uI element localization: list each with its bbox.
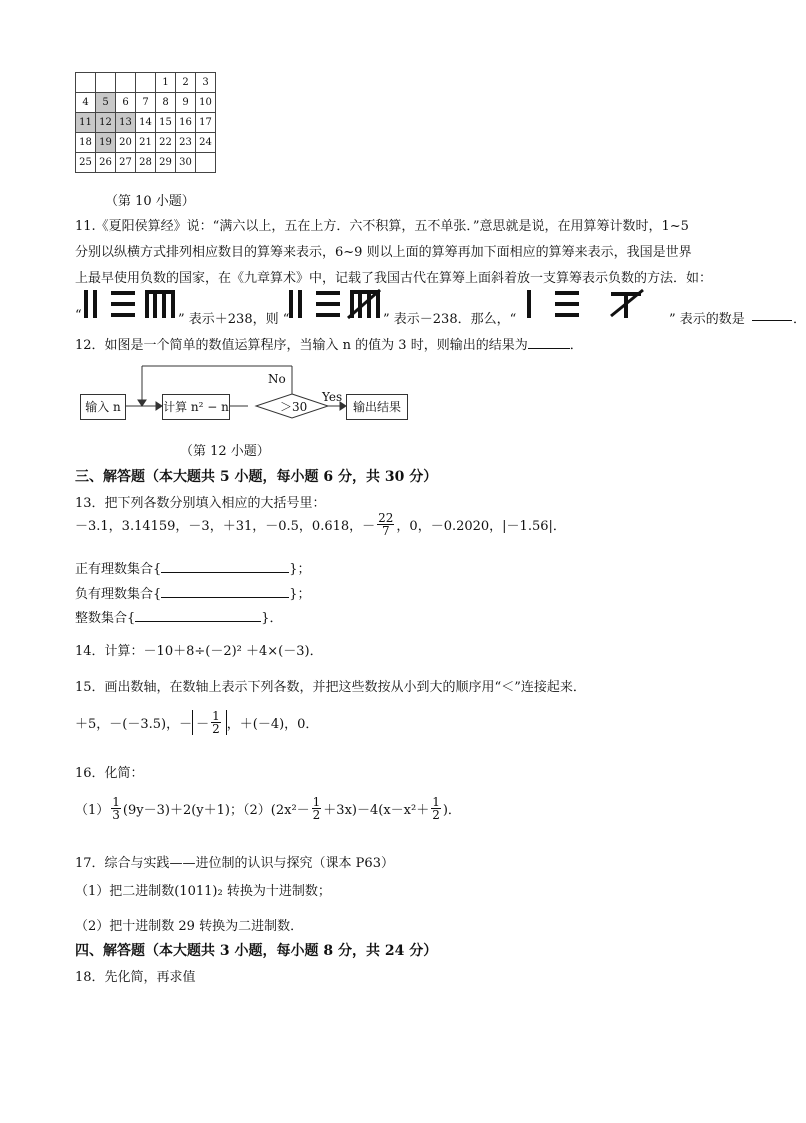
rod-numeral-question-icon (515, 288, 665, 320)
q12-caption: （第 12 小题） (180, 444, 270, 459)
q13-frac-num: 22 (378, 511, 394, 525)
q11-line3: 上最早使用负数的国家，在《九章算术》中，记载了我国古代在算筹上面斜着放一支算筹表示负数的方法．如： (75, 271, 713, 286)
q16-expr: （1） $\frac{1}{3}$ (9y－3)＋2(y＋1)；（2）(2x²－ $\frac{1}{2}$ ＋3x)－4(x－x²＋ $\frac{1}{2}$ )． (75, 795, 461, 822)
calendar-cell: 20 (116, 133, 136, 153)
calendar-cell: 12 (96, 113, 116, 133)
calendar-cell (196, 153, 216, 173)
q15-text: 15．画出数轴，在数轴上表示下列各数，并把这些数按从小到大的顺序用“＜”连接起来． (75, 680, 586, 695)
calendar-cell: 1 (156, 73, 176, 93)
q13-fraction (377, 512, 394, 537)
calendar-cell: 5 (96, 93, 116, 113)
calendar-cell: 29 (156, 153, 176, 173)
q12-answer-blank[interactable] (528, 336, 570, 349)
calendar-cell: 14 (136, 113, 156, 133)
rod-numeral-neg238-icon (286, 288, 382, 320)
q16-p1: （1） (75, 803, 110, 818)
calendar-cell (116, 73, 136, 93)
calendar-cell: 6 (116, 93, 136, 113)
q15-frac-num: 1 (212, 709, 220, 723)
q11-answer-blank[interactable] (752, 308, 792, 321)
q15-numbers (75, 710, 318, 735)
calendar-cell: 24 (196, 133, 216, 153)
calendar-row (76, 133, 216, 153)
flow-condition: ＞30 (280, 400, 308, 414)
calendar-cell: 17 (196, 113, 216, 133)
calendar-cell: 4 (76, 93, 96, 113)
calendar-row (76, 113, 216, 133)
calendar-cell (136, 73, 156, 93)
q16-p1-expr: (9y－3)＋2(y＋1)；（2） (122, 803, 271, 818)
q16-p2-b: ＋3x)－4(x－x²＋ (323, 803, 430, 818)
calendar-cell (76, 73, 96, 93)
q13-set1-end: }； (289, 562, 311, 577)
calendar-cell: 27 (116, 153, 136, 173)
q17-part2: （2）把十进制数 29 转换为二进制数． (75, 919, 304, 934)
q13-nums-a: －3.1，3.14159，－3，＋31，－0.5，0.618，－ (75, 519, 376, 534)
q11-line2: 分别以纵横方式排列相应数目的算筹来表示，6~9 则以上面的算筹再加下面相应的算筹来表示，我国是世界 (75, 245, 692, 260)
q13-set3-end: }． (261, 611, 283, 626)
calendar-cell: 7 (136, 93, 156, 113)
calendar-row (76, 153, 216, 173)
calendar-caption: （第 10 小题） (105, 194, 195, 209)
q12-end: ． (569, 338, 583, 353)
flow-output-box: 输出结果 (346, 394, 408, 420)
calendar-cell: 10 (196, 93, 216, 113)
calendar-cell: 8 (156, 93, 176, 113)
q15-a: ＋5，－(－3.5)，－ (75, 717, 193, 732)
calendar-cell: 28 (136, 153, 156, 173)
calendar-cell: 18 (76, 133, 96, 153)
q13-set2-label: 负有理数集合{ (75, 587, 162, 602)
calendar-table (75, 72, 216, 173)
q11-text-c: ” 表示的数是 (669, 312, 745, 327)
calendar-cell: 13 (116, 113, 136, 133)
q16-p2-a: (2x²－ (270, 803, 310, 818)
q13-frac-den: 7 (381, 524, 390, 538)
flow-calc-box: 计算 n² − n (162, 394, 230, 420)
q15-frac-den: 2 (212, 722, 220, 736)
q17-part1: （1）把二进制数(1011)₂ 转换为十进制数； (75, 884, 331, 899)
calendar-cell: 30 (176, 153, 196, 173)
calendar-cell: 26 (96, 153, 116, 173)
calendar-cell: 16 (176, 113, 196, 133)
q13-nums-b: ，0，－0.2020，|－1.56|． (396, 519, 566, 534)
q11-line1: 11.《夏阳侯算经》说：“满六以上，五在上方．六不积算，五不单张．”意思就是说，在用算筹计数时，1~5 (75, 219, 689, 234)
q13-set1-label: 正有理数集合{ (75, 562, 162, 577)
q13-set3 (75, 607, 283, 626)
q13-set2 (75, 583, 311, 602)
q13-set2-end: }； (289, 587, 311, 602)
q11-text-end: ． (793, 312, 806, 327)
q13-set3-label: 整数集合{ (75, 611, 136, 626)
q15-b: ，＋(－4)，0． (226, 717, 319, 732)
calendar-cell: 23 (176, 133, 196, 153)
q13-set1-blank[interactable] (161, 560, 289, 573)
calendar-cell: 3 (196, 73, 216, 93)
flow-yes-label: Yes (322, 390, 343, 404)
q14-text: 14．计算：－10＋8÷(－2)² ＋4×(－3)． (75, 644, 323, 659)
section3-heading: 三、解答题（本大题共 5 小题，每小题 6 分，共 30 分） (75, 469, 438, 485)
q13-set2-blank[interactable] (161, 585, 289, 598)
flow-no-label: No (268, 372, 286, 386)
flowchart (80, 362, 420, 422)
q17-text: 17．综合与实践——进位制的认识与探究（课本 P63） (75, 856, 394, 871)
q16-p2-c: )． (442, 803, 461, 818)
calendar-row (76, 93, 216, 113)
calendar-cell: 25 (76, 153, 96, 173)
q12-question: 12．如图是一个简单的数值运算程序，当输入 n 的值为 3 时，则输出的结果为 (75, 338, 528, 353)
q11-text-b: ” 表示－238．那么，“ (383, 312, 517, 327)
q13-numbers (75, 512, 566, 537)
calendar-row (76, 73, 216, 93)
calendar-cell (96, 73, 116, 93)
q13-set3-blank[interactable] (135, 609, 261, 622)
calendar-cell: 9 (176, 93, 196, 113)
calendar-cell: 19 (96, 133, 116, 153)
calendar-cell: 21 (136, 133, 156, 153)
calendar-cell: 15 (156, 113, 176, 133)
q15-abs-value: － $\frac{1}{2}$ (192, 710, 227, 735)
flow-input-box: 输入 n (80, 394, 126, 420)
q13-set1 (75, 558, 311, 577)
section4-heading: 四、解答题（本大题共 3 小题，每小题 8 分，共 24 分） (75, 943, 438, 959)
rod-numeral-238-icon (81, 288, 177, 320)
q18-text: 18．先化简，再求值 (75, 970, 196, 985)
q16-text: 16．化简： (75, 766, 144, 781)
calendar-cell: 2 (176, 73, 196, 93)
q12-text (75, 334, 583, 353)
calendar-cell: 11 (76, 113, 96, 133)
q13-text: 13．把下列各数分别填入相应的大括号里： (75, 496, 326, 511)
q11-text-a: ” 表示＋238，则 “ (178, 312, 290, 327)
calendar-cell: 22 (156, 133, 176, 153)
